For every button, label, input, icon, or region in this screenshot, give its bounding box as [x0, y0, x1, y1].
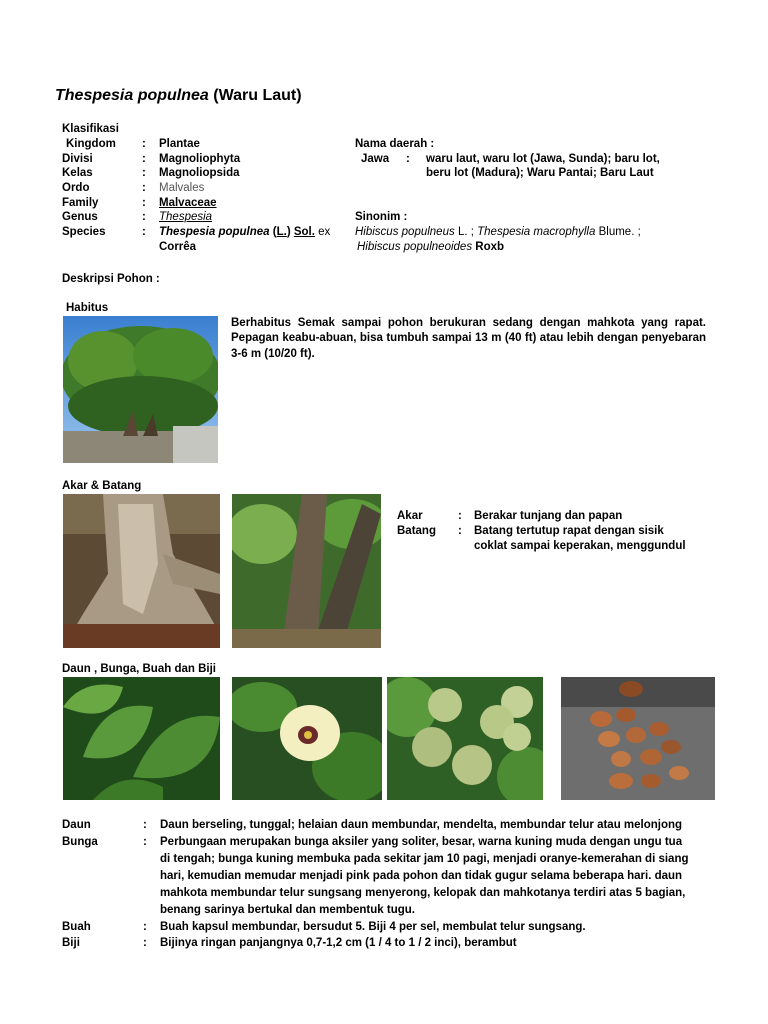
- colon: :: [142, 211, 146, 223]
- title-common-name: (Waru Laut): [213, 87, 302, 104]
- daun-value: Daun berseling, tunggal; helaian daun membundar, mendelta, membundar telur atau melonjong: [160, 819, 683, 831]
- deskripsi-heading: Deskripsi Pohon :: [62, 273, 160, 285]
- bunga-label: Bunga: [62, 836, 98, 848]
- biji-value: Bijinya ringan panjangnya 0,7-1,2 cm (1 / 4 to 1 / 2 inci), berambut: [160, 937, 517, 949]
- kelas-label: Kelas: [62, 167, 93, 179]
- colon: :: [143, 819, 147, 831]
- nama-daerah-line1: waru laut, waru lot (Jawa, Sunda); baru lot,: [426, 153, 660, 165]
- genus-label: Genus: [62, 211, 98, 223]
- bunga-line: di tengah; bunga kuning membuka pada sekitar jam 10 pagi, menjadi oranye-kemerahan di siang: [160, 853, 689, 865]
- flower-photo: [232, 677, 382, 800]
- species-author-sol[interactable]: Sol.: [293, 226, 315, 238]
- species-author-correa: Corrêa: [159, 241, 197, 253]
- colon: :: [142, 153, 146, 165]
- sinonim-line2: [357, 240, 504, 255]
- colon: :: [143, 937, 147, 949]
- sinonim-3: Hibiscus populneoides: [357, 241, 473, 253]
- sinonim-line1: [355, 225, 641, 240]
- kingdom-label: Kingdom: [66, 138, 116, 150]
- bunga-line: mahkota membundar telur sungsang menyerong, kelopak dan mahkotanya terdiri atas 5 bagian,: [160, 887, 686, 899]
- fruit-photo: [387, 677, 543, 800]
- sinonim-1-author: L. ;: [457, 226, 474, 238]
- akar-value: Berakar tunjang dan papan: [474, 510, 623, 522]
- sinonim-2-author: Blume. ;: [598, 226, 641, 238]
- sinonim-1: Hibiscus populneus: [355, 226, 455, 238]
- divisi-label: Divisi: [62, 153, 93, 165]
- akar-batang-heading: Akar & Batang: [62, 480, 142, 492]
- species-ex: ex: [318, 226, 331, 238]
- sinonim-heading: Sinonim :: [355, 211, 408, 223]
- colon: :: [142, 138, 146, 150]
- seed-photo: [561, 677, 715, 800]
- buah-value: Buah kapsul membundar, bersudut 5. Biji 4 per sel, membulat telur sungsang.: [160, 921, 586, 933]
- colon: :: [142, 226, 146, 238]
- colon: :: [142, 197, 146, 209]
- nama-daerah-region: Jawa: [361, 153, 390, 165]
- bunga-line: benang sarinya bertukal dan membentuk tugu.: [160, 904, 415, 916]
- sinonim-2: Thespesia macrophylla: [477, 226, 596, 238]
- leaf-photo: [63, 677, 220, 800]
- habitus-description: Berhabitus Semak sampai pohon berukuran sedang dengan mahkota yang rapat. Pepagan keabu-abuan, bisa tumbuh sampai 13 m (40 ft) atau lebih dengan penyebaran 3-6 m (10/20 ft).: [231, 317, 706, 360]
- family-value[interactable]: Malvaceae: [159, 197, 217, 209]
- akar-label: Akar: [397, 510, 423, 522]
- sinonim-3-author: Roxb: [475, 241, 505, 253]
- ordo-label: Ordo: [62, 182, 90, 194]
- colon: :: [458, 525, 462, 537]
- species-label: Species: [62, 226, 106, 238]
- daun-label: Daun: [62, 819, 91, 831]
- species-name: Thespesia populnea: [159, 226, 270, 238]
- trunk-photo: [232, 494, 381, 648]
- kelas-value: Magnoliopsida: [159, 167, 240, 179]
- habitus-heading: Habitus: [66, 302, 109, 314]
- klasifikasi-heading: Klasifikasi: [62, 123, 119, 135]
- colon: :: [142, 167, 146, 179]
- daun-bunga-heading: Daun , Bunga, Buah dan Biji: [62, 663, 216, 675]
- kingdom-value: Plantae: [159, 138, 200, 150]
- root-photo: [63, 494, 220, 648]
- colon: :: [458, 510, 462, 522]
- colon: :: [142, 182, 146, 194]
- title-species: Thespesia populnea: [55, 87, 209, 104]
- batang-label: Batang: [397, 525, 436, 537]
- page-title: [55, 86, 302, 107]
- habitus-tree-photo: [63, 316, 218, 463]
- nama-daerah-heading: Nama daerah :: [355, 138, 435, 150]
- colon: :: [406, 153, 410, 165]
- divisi-value: Magnoliophyta: [159, 153, 241, 165]
- species-author-l[interactable]: L.: [276, 226, 287, 238]
- buah-label: Buah: [62, 921, 91, 933]
- bunga-line: Perbungaan merupakan bunga aksiler yang soliter, besar, warna kuning muda dengan ungu tua: [160, 836, 683, 848]
- biji-label: Biji: [62, 937, 80, 949]
- batang-value-line2: coklat sampai keperakan, menggundul: [474, 540, 686, 552]
- family-label: Family: [62, 197, 99, 209]
- colon: :: [143, 836, 147, 848]
- nama-daerah-line2: beru lot (Madura); Waru Pantai; Baru Laut: [426, 167, 654, 179]
- ordo-value: Malvales: [159, 182, 205, 194]
- genus-value[interactable]: Thespesia: [159, 211, 213, 223]
- batang-value-line1: Batang tertutup rapat dengan sisik: [474, 525, 664, 537]
- colon: :: [143, 921, 147, 933]
- species-value: Thespesia populnea (L.) Sol. ex: [159, 226, 331, 238]
- bunga-line: hari, kemudian memudar menjadi pink pada pohon dan tidak gugur selama beberapa hari. daun: [160, 870, 683, 882]
